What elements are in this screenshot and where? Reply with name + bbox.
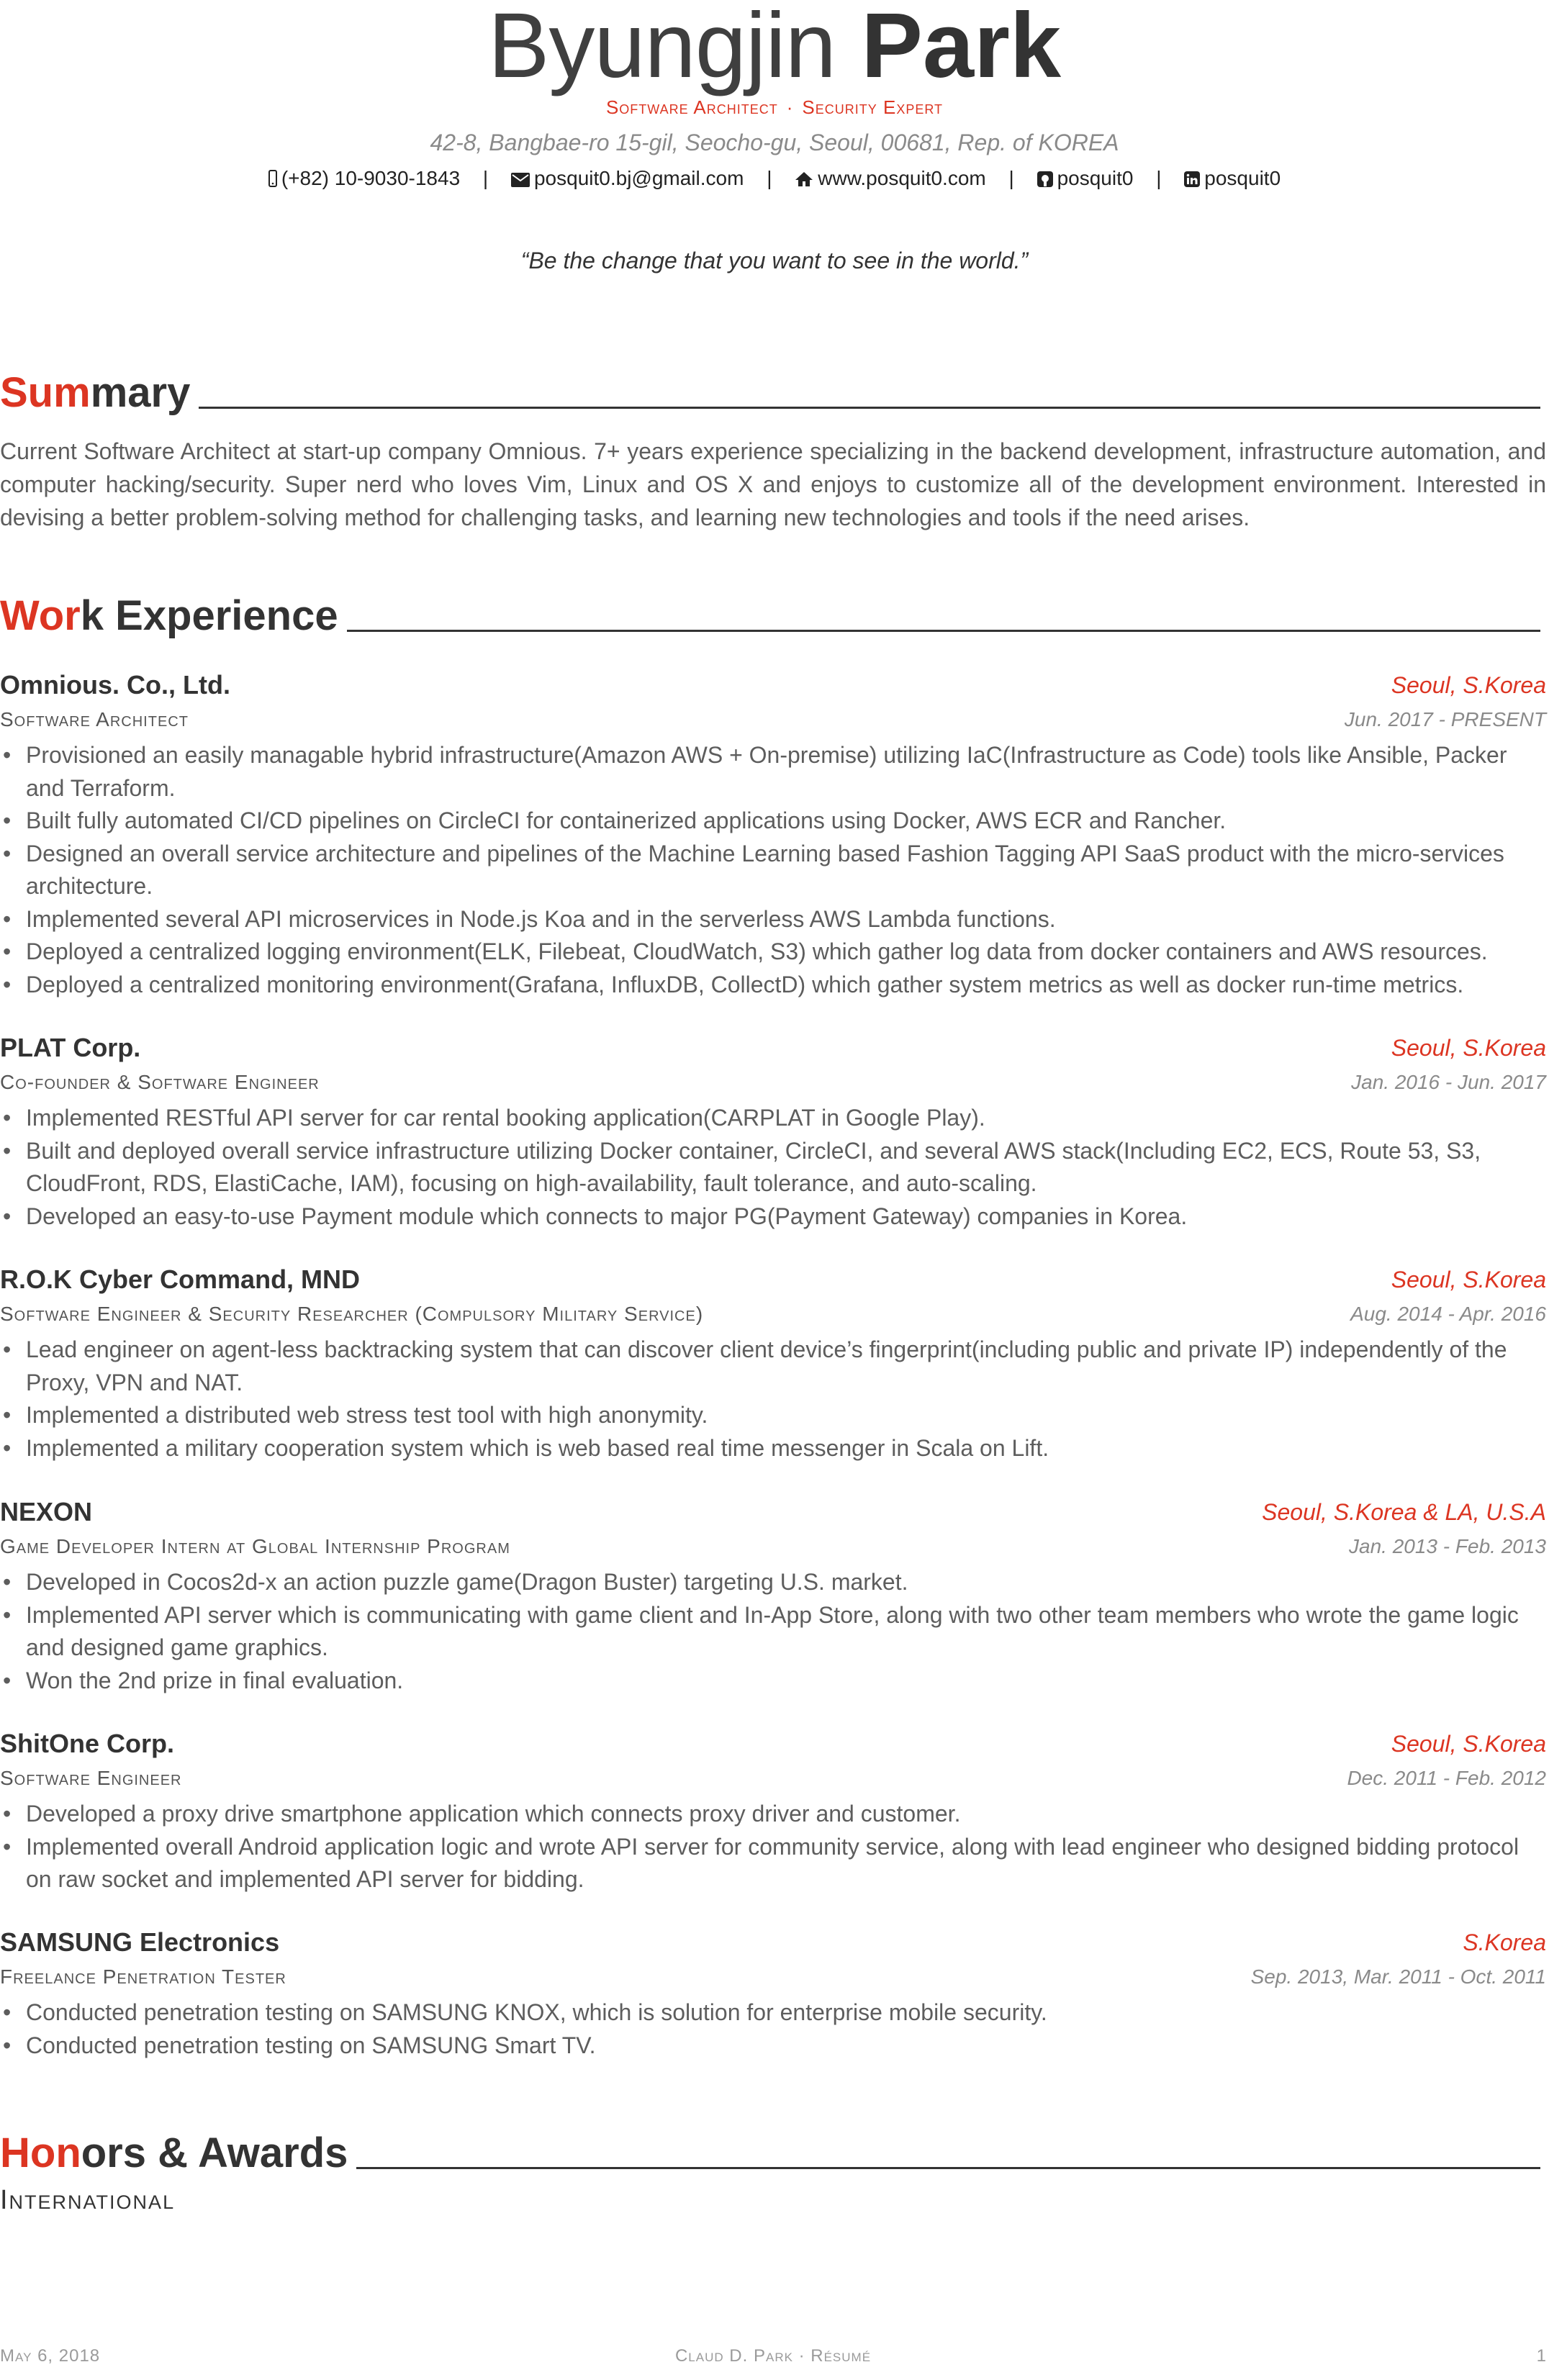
honors-title-highlight: Hon [0,2130,81,2176]
list-item: • Developed an easy-to-use Payment module which connects to major PG(Payment Gateway) companies in Korea. [0,1200,1546,1234]
list-item: • Implemented a military cooperation system which is web based real time messenger in Scala on Lift. [0,1432,1546,1465]
list-item: • Developed in Cocos2d-x an action puzzle game(Dragon Buster) targeting U.S. market. [0,1566,1546,1599]
list-item: • Built fully automated CI/CD pipelines on CircleCI for containerized applications using Docker, AWS ECR and Rancher. [0,805,1546,838]
contact-line [0,167,1549,190]
footer-title: Claud D. Park · Résumé [674,2346,872,2366]
position-2: Security Expert [802,96,944,118]
section-rule [199,407,1540,409]
work-title-highlight: Wor [0,592,81,639]
work-entry [0,1726,1546,1896]
contact-separator: | [1008,167,1014,189]
github-username: posquit0 [1057,167,1134,189]
list-item: • Designed an overall service architecture and pipelines of the Machine Learning based Fashion Tagging API SaaS product with the micro-services architecture. [0,838,1546,903]
entry-date: Jun. 2017 - PRESENT [1344,708,1546,730]
work-section-title [0,589,1540,639]
list-item: • Implemented overall Android application logic and wrote API server for community service, along with lead engineer who designed bidding protocol on raw socket and implemented API server for bidding. [0,1831,1546,1896]
entry-role: Game Developer Intern at Global Internship Program [0,1535,510,1557]
entry-organization: ShitOne Corp. [0,1729,174,1758]
entry-date: Jan. 2016 - Jun. 2017 [1351,1071,1546,1093]
email-address: posquit0.bj@gmail.com [533,167,744,189]
website-url: www.posquit0.com [818,167,986,189]
list-item: • Deployed a centralized monitoring environment(Grafana, InfluxDB, CollectD) which gather system metrics as well as docker run-time metrics. [0,969,1546,1002]
phone-number: (+82) 10-9030-1843 [281,167,461,189]
first-name: Byungjin [487,0,836,97]
entry-date: Jan. 2013 - Feb. 2013 [1349,1535,1546,1557]
entry-items [0,1102,1546,1233]
entry-role: Co-founder & Software Engineer [0,1071,320,1093]
entry-items [0,1566,1546,1697]
entry-organization: PLAT Corp. [0,1033,141,1062]
github-contact[interactable] [1037,167,1139,189]
summary-text: Current Software Architect at start-up company Omnious. 7+ years experience specializing in the backend development, infrastructure automation, and computer hacking/security. Super nerd who loves Vim, Linux and OS X and enjoys to customize all of the development environment. Interested in devising a better problem-solving method for challenging tasks, and learning new technologies and tools if the need arises. [0,438,1546,530]
honors-title-rest: ors & Awards [81,2130,348,2176]
list-item: • Won the 2nd prize in final evaluation. [0,1665,1546,1698]
envelope-icon [511,173,530,187]
entry-location: Seoul, S.Korea [1391,671,1546,698]
linkedin-icon [1184,171,1200,187]
entry-role: Software Architect [0,708,189,730]
work-entry [0,1494,1546,1697]
footer-date: May 6, 2018 [0,2346,101,2366]
entry-date: Aug. 2014 - Apr. 2016 [1350,1303,1546,1325]
entry-items [0,739,1546,1001]
summary-title-rest: mary [90,369,191,416]
entry-items [0,1996,1546,2062]
github-icon [1037,171,1053,187]
entry-location: Seoul, S.Korea [1391,1730,1546,1757]
quote: “Be the change that you want to see in the world.” [520,248,1029,273]
list-item: • Conducted penetration testing on SAMSUNG KNOX, which is solution for enterprise mobile security. [0,1996,1546,2030]
entry-location: Seoul, S.Korea [1391,1266,1546,1293]
list-item: • Built and deployed overall service infrastructure utilizing Docker container, CircleCI, and several AWS stack(Including EC2, ECS, Route 53, S3, CloudFront, RDS, ElastiCache, IAM), focusing on high-availability, fault tolerance, and auto-scaling. [0,1135,1546,1200]
entry-items [0,1334,1546,1465]
list-item: • Deployed a centralized logging environment(ELK, Filebeat, CloudWatch, S3) which gather log data from docker containers and AWS resources. [0,936,1546,969]
list-item: • Implemented API server which is communicating with game client and In-App Store, along with two other team members who wrote the game logic and designed game graphics. [0,1599,1546,1665]
list-item: • Provisioned an easily managable hybrid infrastructure(Amazon AWS + On-premise) utilizing IaC(Infrastructure as Code) tools like Ansible, Packer and Terraform. [0,739,1546,805]
resume-name [0,0,1549,97]
entry-date: Dec. 2011 - Feb. 2012 [1347,1767,1546,1789]
position-line [0,96,1549,119]
entry-organization: R.O.K Cyber Command, MND [0,1264,361,1294]
contact-separator: | [767,167,772,189]
mobile-phone-icon [268,170,277,187]
entry-location: Seoul, S.Korea & LA, U.S.A [1262,1498,1546,1525]
list-item: • Conducted penetration testing on SAMSUNG Smart TV. [0,2030,1546,2063]
contact-separator: | [1156,167,1162,189]
entry-role: Freelance Penetration Tester [0,1965,286,1988]
entry-role: Software Engineer & Security Researcher (Compulsory Military Service) [0,1303,704,1325]
honors-section-title [0,2126,1540,2176]
page-number: 1 [1536,2346,1546,2366]
work-title-rest: k Experience [80,592,338,639]
entry-date: Sep. 2013, Mar. 2011 - Oct. 2011 [1250,1965,1546,1988]
work-entry [0,1262,1546,1465]
email-contact[interactable] [511,167,749,189]
work-entry [0,667,1546,1001]
phone-contact[interactable] [268,167,466,189]
page-footer [0,2346,1546,2375]
work-entry [0,1030,1546,1233]
summary-section-title [0,366,1540,416]
home-icon [795,171,813,187]
linkedin-username: posquit0 [1204,167,1281,189]
entry-items [0,1798,1546,1896]
list-item: • Implemented several API microservices in Node.js Koa and in the serverless AWS Lambda functions. [0,903,1546,936]
summary-title-highlight: Sum [0,369,91,416]
section-rule [347,630,1540,632]
entry-organization: NEXON [0,1497,93,1526]
position-1: Software Architect [605,96,778,118]
website-contact[interactable] [795,167,991,189]
list-item: • Lead engineer on agent-less backtracking system that can discover client device’s fingerprint(including public and private IP) independently of the Proxy, VPN and NAT. [0,1334,1546,1399]
contact-separator: | [482,167,489,189]
work-entry [0,1924,1546,2062]
list-item: • Implemented RESTful API server for car rental booking application(CARPLAT in Google Play). [0,1102,1546,1135]
linkedin-contact[interactable] [1184,167,1281,189]
entry-location: S.Korea [1463,1929,1546,1955]
honors-subsection-title: International [0,2185,176,2215]
last-name: Park [861,0,1062,97]
entry-location: Seoul, S.Korea [1391,1034,1546,1061]
position-separator: · [786,96,794,118]
list-item: • Developed a proxy drive smartphone application which connects proxy driver and customer. [0,1798,1546,1831]
section-rule [356,2167,1540,2169]
list-item: • Implemented a distributed web stress test tool with high anonymity. [0,1399,1546,1432]
entry-organization: SAMSUNG Electronics [0,1927,280,1957]
entry-organization: Omnious. Co., Ltd. [0,670,230,700]
entry-role: Software Engineer [0,1767,182,1789]
address: 42-8, Bangbae-ro 15-gil, Seocho-gu, Seoul, 00681, Rep. of KOREA [430,130,1119,155]
